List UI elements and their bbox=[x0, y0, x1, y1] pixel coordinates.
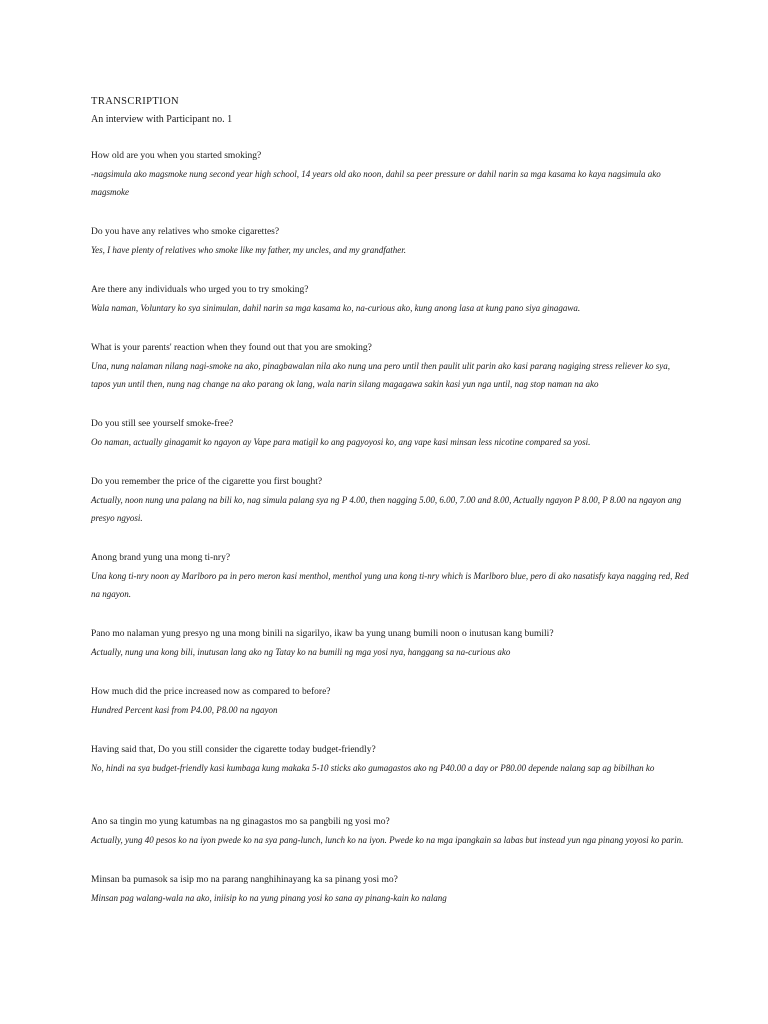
question: Ano sa tingin mo yung katumbas na ng ginagastos mo sa pangbili ng yosi mo? bbox=[91, 817, 390, 827]
qa-block bbox=[91, 551, 691, 603]
answer: Una kong ti-nry noon ay Marlboro pa in pero meron kasi menthol, menthol yung una kong ti-nry which is Marlboro blue, pero di ako nasatisfy kaya nagging red, Red na ngayon. bbox=[91, 571, 689, 599]
qa-block bbox=[91, 685, 691, 719]
answer: Actually, noon nung una palang na bili ko, nag simula palang sya ng P 4.00, then nagging 5.00, 6.00, 7.00 and 8.00, Actually ngayon P 8.00, P 8.00 na ngayon ang presyo ngyosi. bbox=[91, 495, 682, 523]
document-title: TRANSCRIPTION bbox=[91, 96, 180, 107]
answer: Minsan pag walang-wala na ako, iniisip ko na yung pinang yosi ko sana ay pinang-kain ko nalang bbox=[91, 893, 447, 903]
qa-block bbox=[91, 627, 691, 661]
answer: -nagsimula ako magsmoke nung second year high school, 14 years old ako noon, dahil sa peer pressure or dahil narin sa mga kasama ko kaya nagsimula ako magsmoke bbox=[91, 169, 661, 197]
document-subtitle: An interview with Participant no. 1 bbox=[91, 114, 233, 125]
question: Minsan ba pumasok sa isip mo na parang nanghihinayang ka sa pinang yosi mo? bbox=[91, 875, 398, 885]
question: Are there any individuals who urged you to try smoking? bbox=[91, 285, 309, 295]
answer: No, hindi na sya budget-friendly kasi kumbaga kung makaka 5-10 sticks ako gumagastos ako ng P40.00 a day or P80.00 depende nalang sap ag bibilhan ko bbox=[91, 763, 655, 773]
answer: Yes, I have plenty of relatives who smoke like my father, my uncles, and my grandfather. bbox=[91, 245, 407, 255]
qa-block bbox=[91, 225, 691, 259]
question: How old are you when you started smoking? bbox=[91, 151, 262, 161]
qa-block bbox=[91, 341, 691, 393]
qa-block bbox=[91, 149, 691, 201]
qa-block bbox=[91, 873, 691, 907]
transcript-body bbox=[91, 95, 691, 907]
question: Pano mo nalaman yung presyo ng una mong binili na sigarilyo, ikaw ba yung unang bumili noon o inutusan kang bumili? bbox=[91, 629, 554, 639]
answer: Wala naman, Voluntary ko sya sinimulan, dahil narin sa mga kasama ko, na-curious ako, kung anong lasa at kung pano siya ginagawa. bbox=[91, 303, 581, 313]
qa-block bbox=[91, 417, 691, 451]
qa-block bbox=[91, 283, 691, 317]
qa-block bbox=[91, 475, 691, 527]
question: Anong brand yung una mong ti-nry? bbox=[91, 553, 231, 563]
answer: Actually, nung una kong bili, inutusan lang ako ng Tatay ko na bumili ng mga yosi nya, hanggang sa na-curious ako bbox=[91, 647, 511, 657]
qa-block bbox=[91, 743, 691, 777]
question: Having said that, Do you still consider the cigarette today budget-friendly? bbox=[91, 745, 376, 755]
answer: Oo naman, actually ginagamit ko ngayon ay Vape para matigil ko ang pagyoyosi ko, ang vape kasi minsan less nicotine compared sa yosi. bbox=[91, 437, 591, 447]
qa-block bbox=[91, 815, 691, 849]
answer: Actually, yung 40 pesos ko na iyon pwede ko na sya pang-lunch, lunch ko na iyon. Pwede ko na mga ipangkain sa labas but instead yun nga pinang yoyosi ko parin. bbox=[91, 835, 684, 845]
question: How much did the price increased now as compared to before? bbox=[91, 687, 331, 697]
question: Do you still see yourself smoke-free? bbox=[91, 419, 234, 429]
question: Do you remember the price of the cigarette you first bought? bbox=[91, 477, 323, 487]
question: Do you have any relatives who smoke cigarettes? bbox=[91, 227, 280, 237]
answer: Una, nung nalaman nilang nagi-smoke na ako, pinagbawalan nila ako nung una pero until then paulit ulit parin ako kasi parang nagiging stress reliever ko sya, tapos yun until then, nung nag change na ako parang ok lang, wala narin silang magagawa sakin kasi yun nga until, nag stop naman na ako bbox=[91, 361, 670, 389]
answer: Hundred Percent kasi from P4.00, P8.00 na ngayon bbox=[91, 705, 278, 715]
question: What is your parents' reaction when they found out that you are smoking? bbox=[91, 343, 372, 353]
